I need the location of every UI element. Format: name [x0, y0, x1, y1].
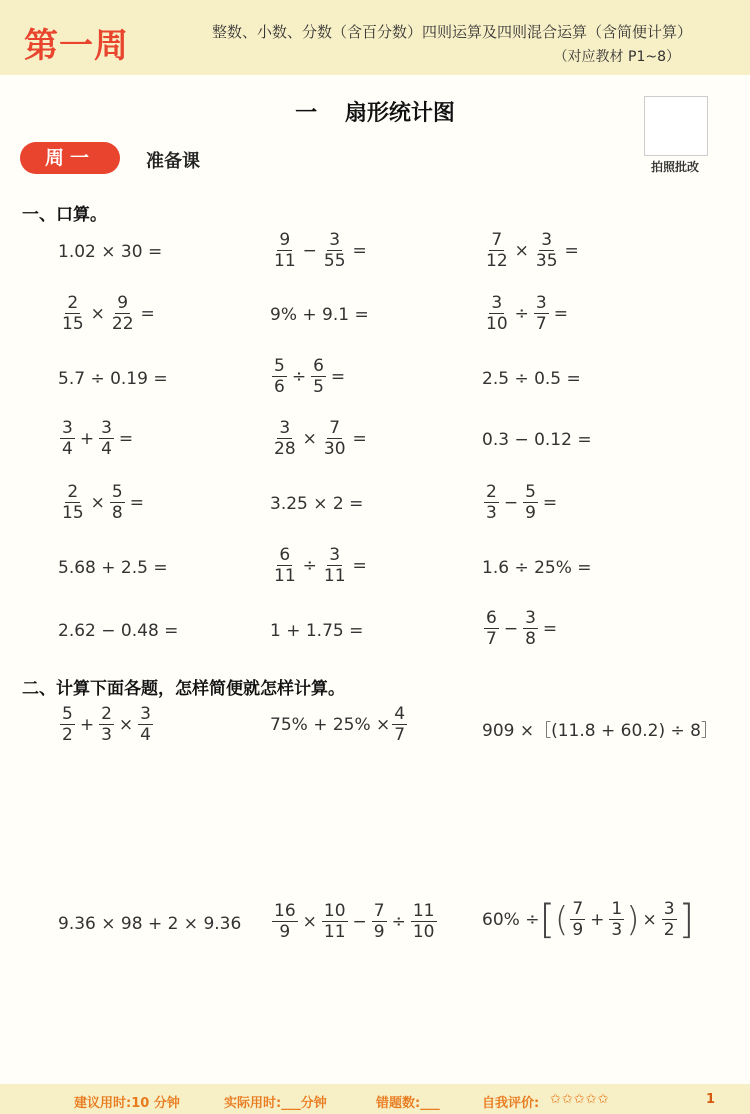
problem-s2-3: 909 ×［(11.8 + 60.2) ÷ 8］: [482, 721, 718, 741]
suggested-time: 建议用时:10 分钟: [74, 1096, 180, 1111]
problem-r7-c: $\frac{6}{7}$ − $\frac{3}{8}$ =: [486, 608, 558, 649]
qr-code-box[interactable]: [644, 96, 708, 156]
self-evaluation-label: 自我评价:: [482, 1096, 540, 1111]
section2-title: 二、计算下面各题，怎样简便就怎样计算。: [22, 679, 345, 699]
problem-r6-c: 1.6 ÷ 25% =: [482, 558, 592, 578]
problem-r2-a: $\frac{2}{15}$ × $\frac{9}{22}$ =: [62, 293, 155, 334]
problem-r4-a: $\frac{3}{4}$ + $\frac{3}{4}$ =: [62, 418, 134, 459]
day-badge: 周一: [20, 142, 120, 174]
problem-r6-a: 5.68 + 2.5 =: [58, 558, 168, 578]
problem-r2-b: 9% + 9.1 =: [270, 305, 369, 325]
footer-band: [0, 1084, 750, 1114]
problem-r1-b: $\frac{9}{11}$ − $\frac{3}{55}$ =: [274, 230, 367, 271]
problem-s2-1: $\frac{5}{2}$ + $\frac{2}{3}$ × $\frac{3}{4}$: [62, 704, 151, 745]
actual-time[interactable]: 实际用时:___分钟: [224, 1096, 327, 1111]
qr-label: 拍照批改: [650, 160, 699, 174]
unit-title: [0, 96, 750, 127]
problem-r3-a: 5.7 ÷ 0.19 =: [58, 369, 168, 389]
problem-s2-5: $\frac{16}{9}$ × $\frac{10}{11}$ − $\frac{7}{9}$ ÷ $\frac{11}{10}$: [274, 901, 435, 942]
problem-s2-6: 60% ÷ [ ( $\frac{7}{9}$ + $\frac{1}{3}$ ) × $\frac{3}{2}$ ]: [482, 896, 695, 943]
problem-r1-c: $\frac{7}{12}$ × $\frac{3}{35}$ =: [486, 230, 579, 271]
problem-r6-b: $\frac{6}{11}$ ÷ $\frac{3}{11}$ =: [274, 545, 367, 586]
page-number: 1: [706, 1092, 716, 1107]
week-description: 整数、小数、分数（含百分数）四则运算及四则混合运算（含简便计算）: [212, 23, 693, 41]
problem-r5-b: 3.25 × 2 =: [270, 494, 364, 514]
problem-s2-4: 9.36 × 98 + 2 × 9.36: [58, 914, 242, 934]
problem-r3-c: 2.5 ÷ 0.5 =: [482, 369, 581, 389]
problem-r1-a: 1.02 × 30 =: [58, 242, 163, 262]
problem-r4-c: 0.3 − 0.12 =: [482, 430, 592, 450]
week-title: 第一周: [24, 26, 129, 66]
problem-r5-a: $\frac{2}{15}$ × $\frac{5}{8}$ =: [62, 482, 144, 523]
rating-stars-icon[interactable]: ✩✩✩✩✩: [550, 1092, 610, 1107]
section1-title: 一、口算。: [22, 205, 107, 225]
textbook-reference: （对应教材 P1~8）: [553, 49, 680, 65]
unit-name: 扇形统计图: [344, 101, 455, 126]
header-band: [0, 0, 750, 75]
problem-r7-a: 2.62 − 0.48 =: [58, 621, 179, 641]
error-count[interactable]: 错题数:___: [376, 1096, 440, 1111]
problem-s2-2: 75% + 25% × $\frac{4}{7}$: [270, 704, 406, 745]
problem-r4-b: $\frac{3}{28}$ × $\frac{7}{30}$ =: [274, 418, 367, 459]
problem-r7-b: 1 + 1.75 =: [270, 621, 364, 641]
unit-number: 一: [295, 101, 318, 126]
day-subtitle: 准备课: [146, 151, 200, 172]
problem-r2-c: $\frac{3}{10}$ ÷ $\frac{3}{7}$ =: [486, 293, 568, 334]
problem-r5-c: $\frac{2}{3}$ − $\frac{5}{9}$ =: [486, 482, 558, 523]
problem-r3-b: $\frac{5}{6}$ ÷ $\frac{6}{5}$ =: [274, 356, 346, 397]
